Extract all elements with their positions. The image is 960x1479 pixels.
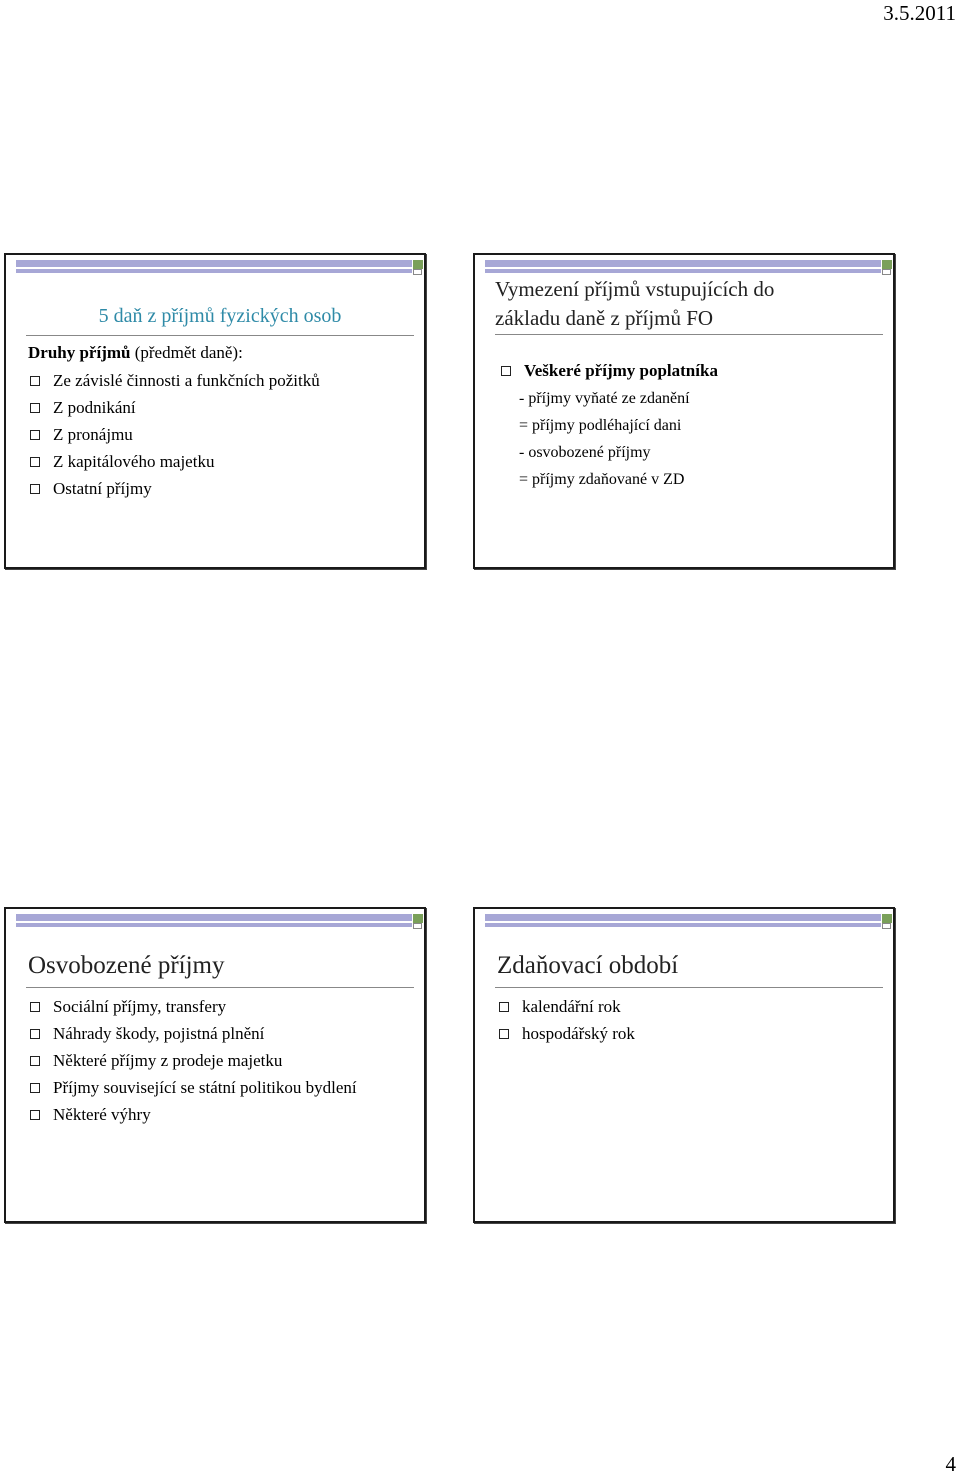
list-item: [28, 1101, 357, 1128]
list-item: [497, 993, 635, 1020]
title-divider: [26, 335, 414, 336]
bullet-list: [497, 993, 635, 1047]
title-divider: [26, 987, 414, 988]
square-bullet-icon: [499, 1029, 509, 1039]
square-bullet-icon: [499, 1002, 509, 1012]
slide-1: [4, 253, 426, 569]
list-item: [28, 1074, 357, 1101]
sub-line: = příjmy podléhající dani: [519, 417, 682, 434]
list-item-text: Některé příjmy z prodeje majetku: [53, 1051, 283, 1070]
list-item-text: kalendářní rok: [522, 997, 621, 1016]
list-item: [499, 357, 718, 384]
list-item: [28, 394, 320, 421]
list-item-text: Ostatní příjmy: [53, 479, 152, 498]
bullet-list: [499, 357, 718, 384]
square-bullet-icon: [30, 430, 40, 440]
square-bullet-icon: [501, 366, 511, 376]
list-item: [28, 475, 320, 502]
square-bullet-icon: [30, 376, 40, 386]
list-item: [28, 993, 357, 1020]
list-item-text: Veškeré příjmy poplatníka: [524, 361, 718, 380]
list-item: [28, 1047, 357, 1074]
sub-line: = příjmy zdaňované v ZD: [519, 471, 685, 488]
slide-4: [473, 907, 895, 1223]
list-item-text: Sociální příjmy, transfery: [53, 997, 227, 1016]
list-item-text: Některé výhry: [53, 1105, 151, 1124]
list-item: [28, 1020, 357, 1047]
square-bullet-icon: [30, 1056, 40, 1066]
lead-bold: Druhy příjmů: [28, 343, 131, 362]
list-item-text: Z pronájmu: [53, 425, 133, 444]
square-bullet-icon: [30, 484, 40, 494]
list-item: [497, 1020, 635, 1047]
bullet-list: [28, 367, 320, 502]
slide-title: 5 daň z příjmů fyzických osob: [98, 305, 342, 327]
list-item-text: Z kapitálového majetku: [53, 452, 215, 471]
list-item-text: Ze závislé činnosti a funkčních požitků: [53, 371, 320, 390]
list-item: [28, 448, 320, 475]
slide-title: Zdaňovací období: [497, 952, 679, 979]
list-item: [28, 421, 320, 448]
list-item-text: Z podnikání: [53, 398, 136, 417]
list-item-text: Náhrady škody, pojistná plnění: [53, 1024, 265, 1043]
square-bullet-icon: [30, 1002, 40, 1012]
slide-title: [495, 275, 774, 333]
title-divider: [495, 334, 883, 335]
list-item-text: hospodářský rok: [522, 1024, 635, 1043]
slide-header-bar: [16, 914, 422, 929]
slide-lead: [28, 343, 243, 363]
page-number: 4: [945, 1452, 956, 1476]
slide-header-bar: [485, 260, 891, 275]
slide-2: [473, 253, 895, 569]
list-item: [28, 367, 320, 394]
sub-list: [519, 385, 690, 493]
slide-title: Osvobozené příjmy: [28, 952, 225, 979]
sub-line: - příjmy vyňaté ze zdanění: [519, 390, 690, 407]
slide-title-line: základu daně z příjmů FO: [495, 306, 714, 330]
square-bullet-icon: [30, 1110, 40, 1120]
slide-title-line: Vymezení příjmů vstupujících do: [495, 277, 775, 301]
list-item-text: Příjmy související se státní politikou bydlení: [53, 1078, 357, 1097]
square-bullet-icon: [30, 403, 40, 413]
square-bullet-icon: [30, 457, 40, 467]
square-bullet-icon: [30, 1029, 40, 1039]
bullet-list: [28, 993, 357, 1128]
page-date: 3.5.2011: [883, 1, 956, 25]
slide-header-bar: [485, 914, 891, 929]
square-bullet-icon: [30, 1083, 40, 1093]
sub-line: - osvobozené příjmy: [519, 444, 651, 461]
lead-rest: (předmět daně):: [130, 343, 243, 362]
title-divider: [495, 987, 883, 988]
slide-3: [4, 907, 426, 1223]
slide-header-bar: [16, 260, 422, 275]
